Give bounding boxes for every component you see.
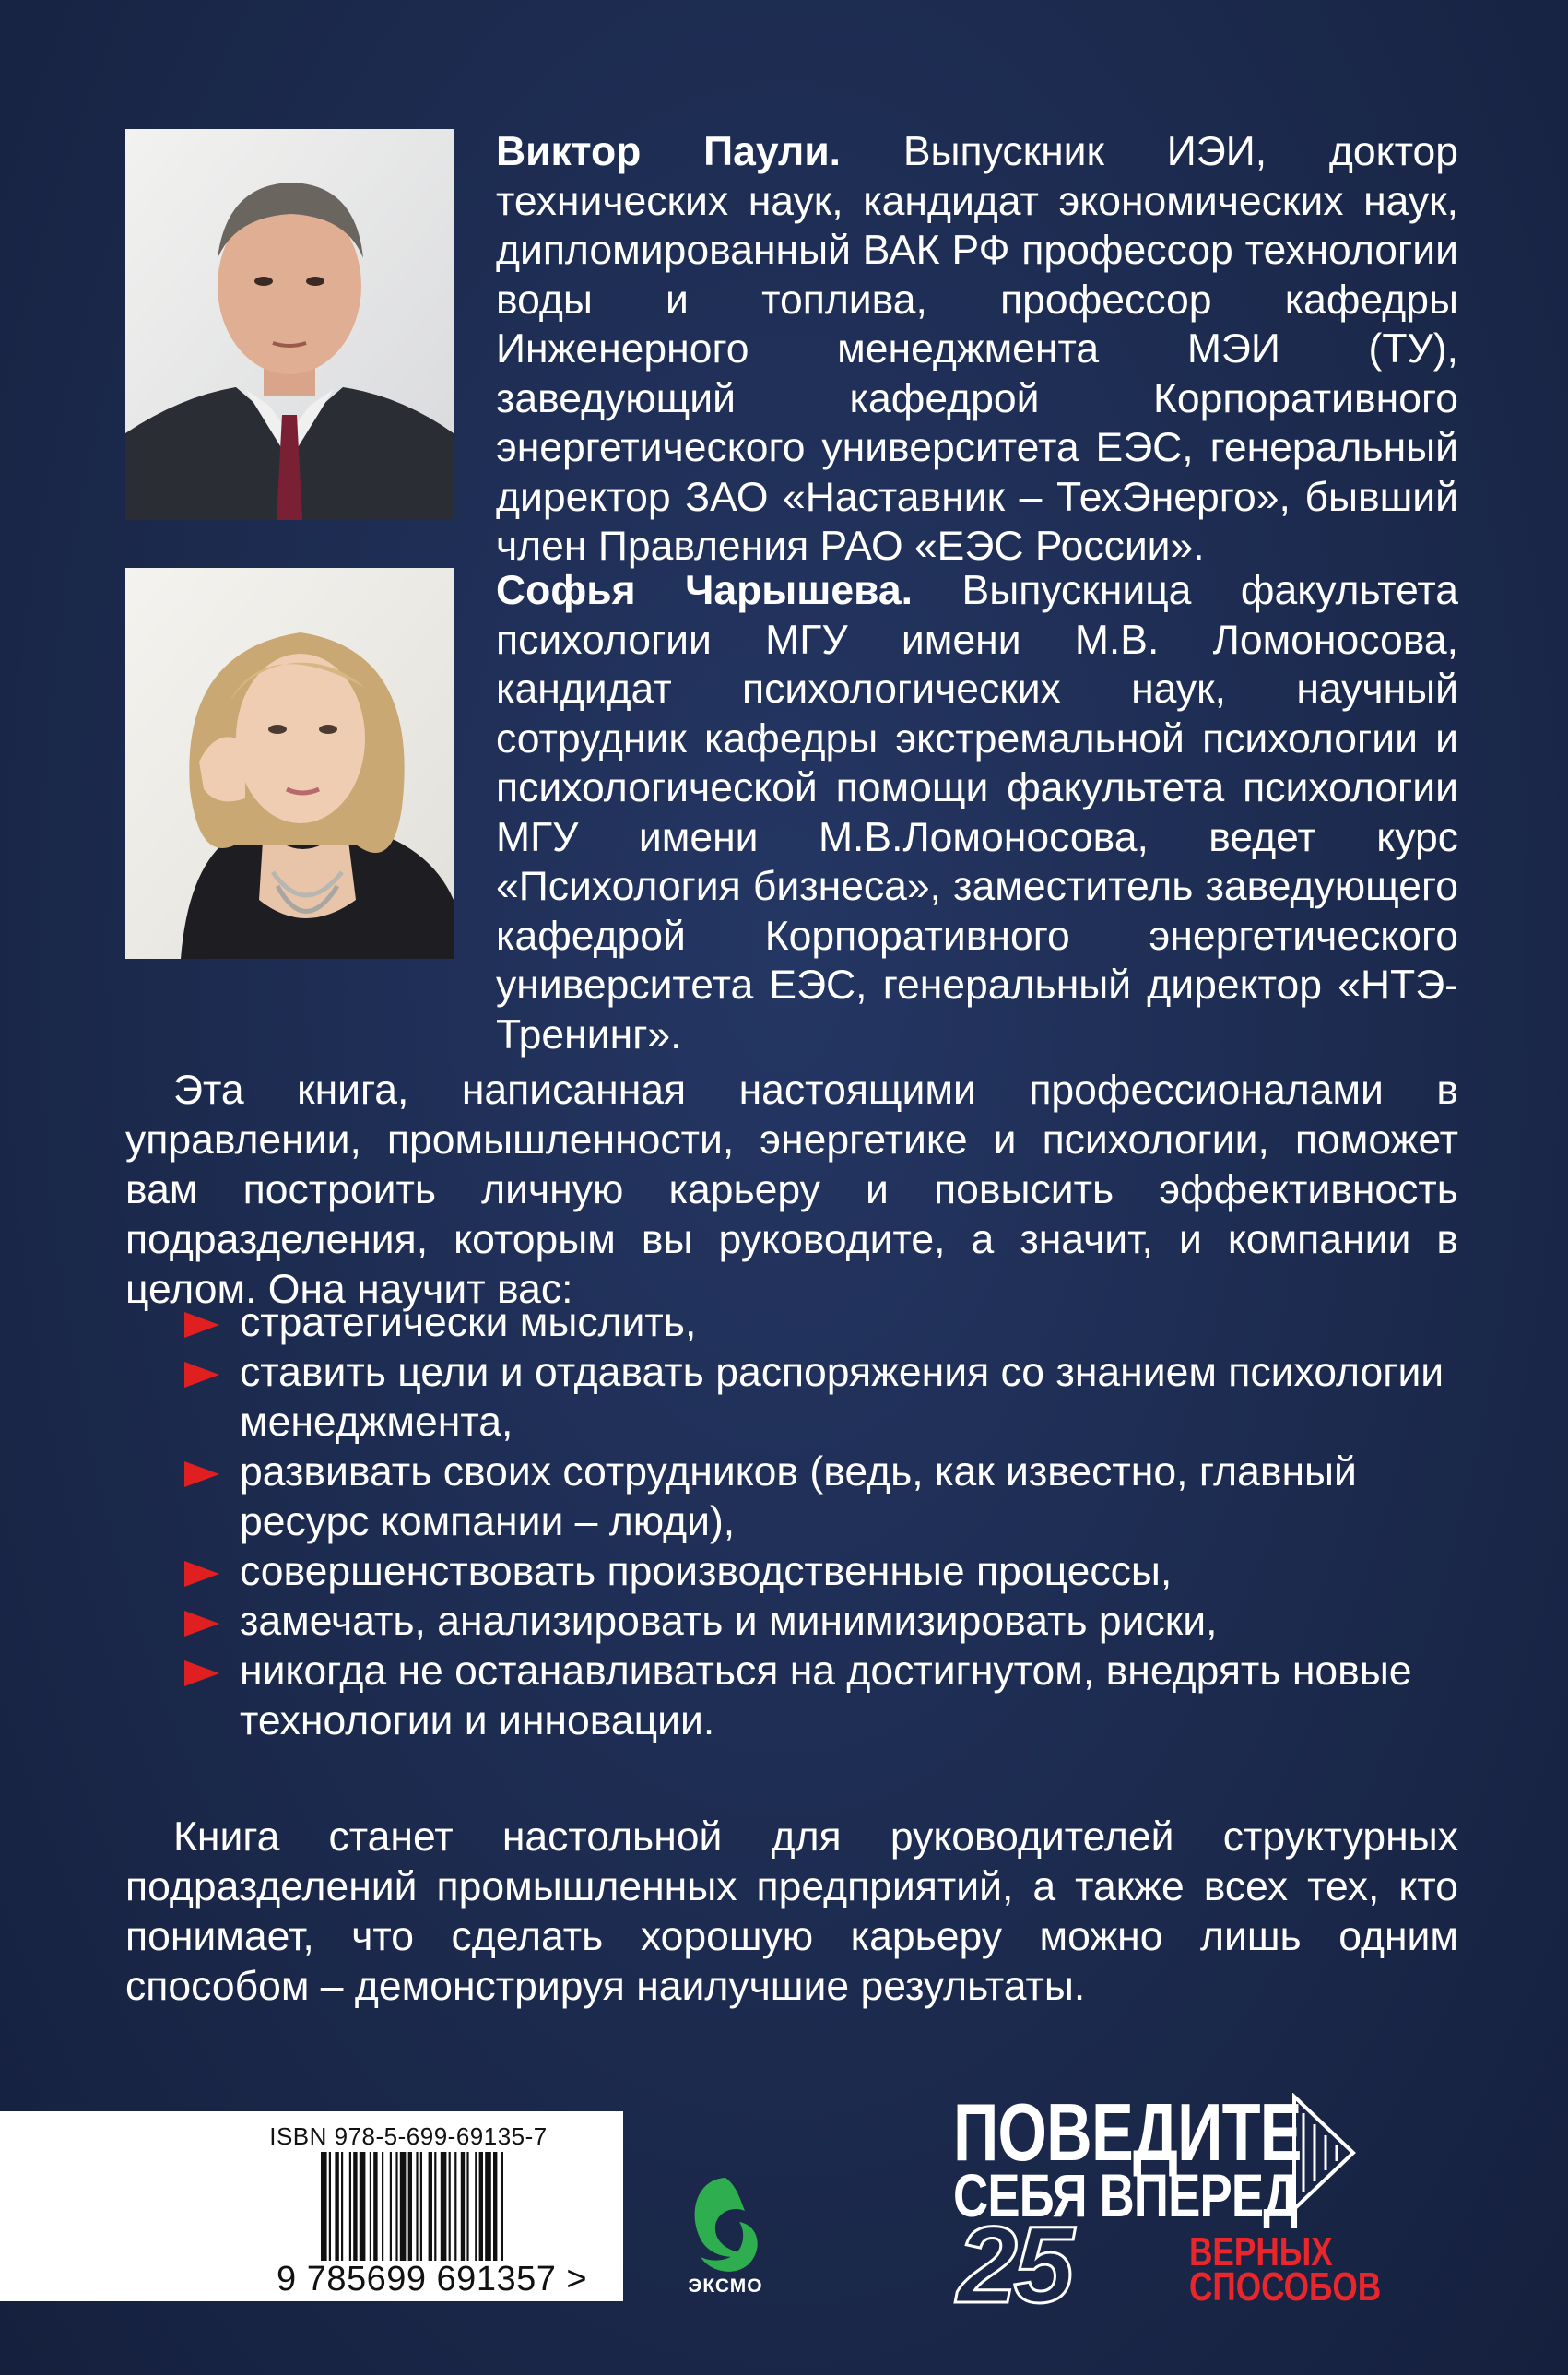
barcode-bar [454,2152,456,2261]
list-item-text: замечать, анализировать и минимизировать риски, [240,1599,1218,1644]
barcode-bar [479,2152,483,2261]
benefits-list [184,1298,1458,1746]
barcode-bar [321,2152,327,2261]
barcode-bar [329,2152,331,2261]
barcode-bar [493,2152,497,2261]
list-item [184,1447,1458,1547]
bullet-triangle-icon [184,1660,219,1686]
list-item [184,1597,1458,1647]
series-subtitle-line1: ВЕРНЫХ [1189,2229,1333,2275]
bullet-triangle-icon [184,1461,219,1487]
bullet-triangle-icon [184,1362,219,1388]
barcode-bar [420,2152,422,2261]
series-title-line2: СЕБЯ ВПЕРЕД [953,2161,1298,2229]
closing-text: Книга станет настольной для руководителей структурных подразделений промышленных предприятий, а также всех тех, кто понимает, что сделать хорошую карьеру можно лишь одним способом – демонстрируя наилучшие результаты. [125,1814,1458,2009]
forward-arrow-icon [1291,2093,1357,2213]
barcode-bar [382,2152,383,2261]
bullet-triangle-icon [184,1611,219,1637]
barcode-bar [485,2152,491,2261]
barcode-bar [434,2152,436,2261]
closing-paragraph [125,1813,1458,2012]
author-bio-pauli [496,127,1458,572]
barcode-bar [429,2152,432,2261]
bullet-triangle-icon [184,1561,219,1587]
list-item [184,1348,1458,1447]
author-bio-charysheva [496,566,1458,1059]
list-item [184,1298,1458,1348]
barcode-bar [341,2152,343,2261]
publisher-name: ЭКСМО [688,2275,763,2297]
barcode-bar [370,2152,371,2261]
series-subtitle-line2: СПОСОБОВ [1189,2264,1382,2310]
author-description-charysheva: Выпускница факультета психологии МГУ имени М.В. Ломоносова, кандидат психологических наук, научный сотрудник кафедры экстремальной психологии и психологической помощи факультета психологии МГУ имени М.В.Ломоносова, ведет курс «Психология бизнеса», заместитель заведующего кафедрой Корпоративного энергетического университета ЕЭС, генеральный директор «НТЭ-Тренинг». [496,568,1458,1058]
author-name-pauli: Виктор Паули. [496,129,842,174]
barcode-bar [400,2152,407,2261]
author-photo-charysheva [125,568,454,959]
barcode [321,2152,616,2261]
barcode-bar [349,2152,351,2261]
list-item-text: ставить цели и отдавать распоряжения со знанием психологии менеджмента, [240,1350,1444,1445]
list-item-text: никогда не останавливаться на достигнутом, внедрять новые технологии и инновации. [240,1648,1412,1743]
barcode-bar [353,2152,357,2261]
barcode-bar [408,2152,412,2261]
isbn-label: ISBN 978-5-699-69135-7 [269,2122,548,2150]
author-photo-pauli [125,129,454,520]
barcode-bar [416,2152,418,2261]
barcode-bar [395,2152,397,2261]
list-item-text: стратегически мыслить, [240,1300,697,1345]
list-item [184,1647,1458,1746]
series-title-line1: ПОВЕДИТЕ [953,2086,1302,2178]
barcode-bar [475,2152,477,2261]
barcode-bar [373,2152,377,2261]
list-item-text: совершенствовать производственные процессы, [240,1549,1173,1594]
barcode-bar [390,2152,392,2261]
series-number: 25 [957,2204,1071,2326]
barcode-digits: 9 785699 691357 > [277,2260,588,2298]
bullet-triangle-icon [184,1312,219,1338]
barcode-bar [441,2152,447,2261]
author-description-pauli: Выпускник ИЭИ, доктор технических наук, кандидат экономических наук, дипломированный ВАК РФ профессор технологии воды и топлива, профессор кафедры Инженерного менеджмента МЭИ (ТУ), заведующий кафедрой Корпоративного энергетического университета ЕЭС, генеральный директор ЗАО «Наставник – ТехЭнерго», бывший член Правления РАО «ЕЭС России». [496,129,1458,569]
list-item [184,1547,1458,1597]
barcode-bar [449,2152,451,2261]
list-item-text: развивать своих сотрудников (ведь, как известно, главный ресурс компании – люди), [240,1449,1357,1544]
barcode-bar [360,2152,366,2261]
barcode-bar [501,2152,503,2261]
barcode-bar [466,2152,468,2261]
author-name-charysheva: Софья Чарышева. [496,568,914,613]
intro-paragraph [125,1066,1458,1315]
barcode-bar [461,2152,465,2261]
barcode-bar [335,2152,338,2261]
intro-text: Эта книга, написанная настоящими профессионалами в управлении, промышленности, энергетике и психологии, поможет вам построить личную карьеру и повысить эффективность подразделения, которым вы руководите, а значит, и компании в целом. Она научит вас: [125,1068,1458,1312]
